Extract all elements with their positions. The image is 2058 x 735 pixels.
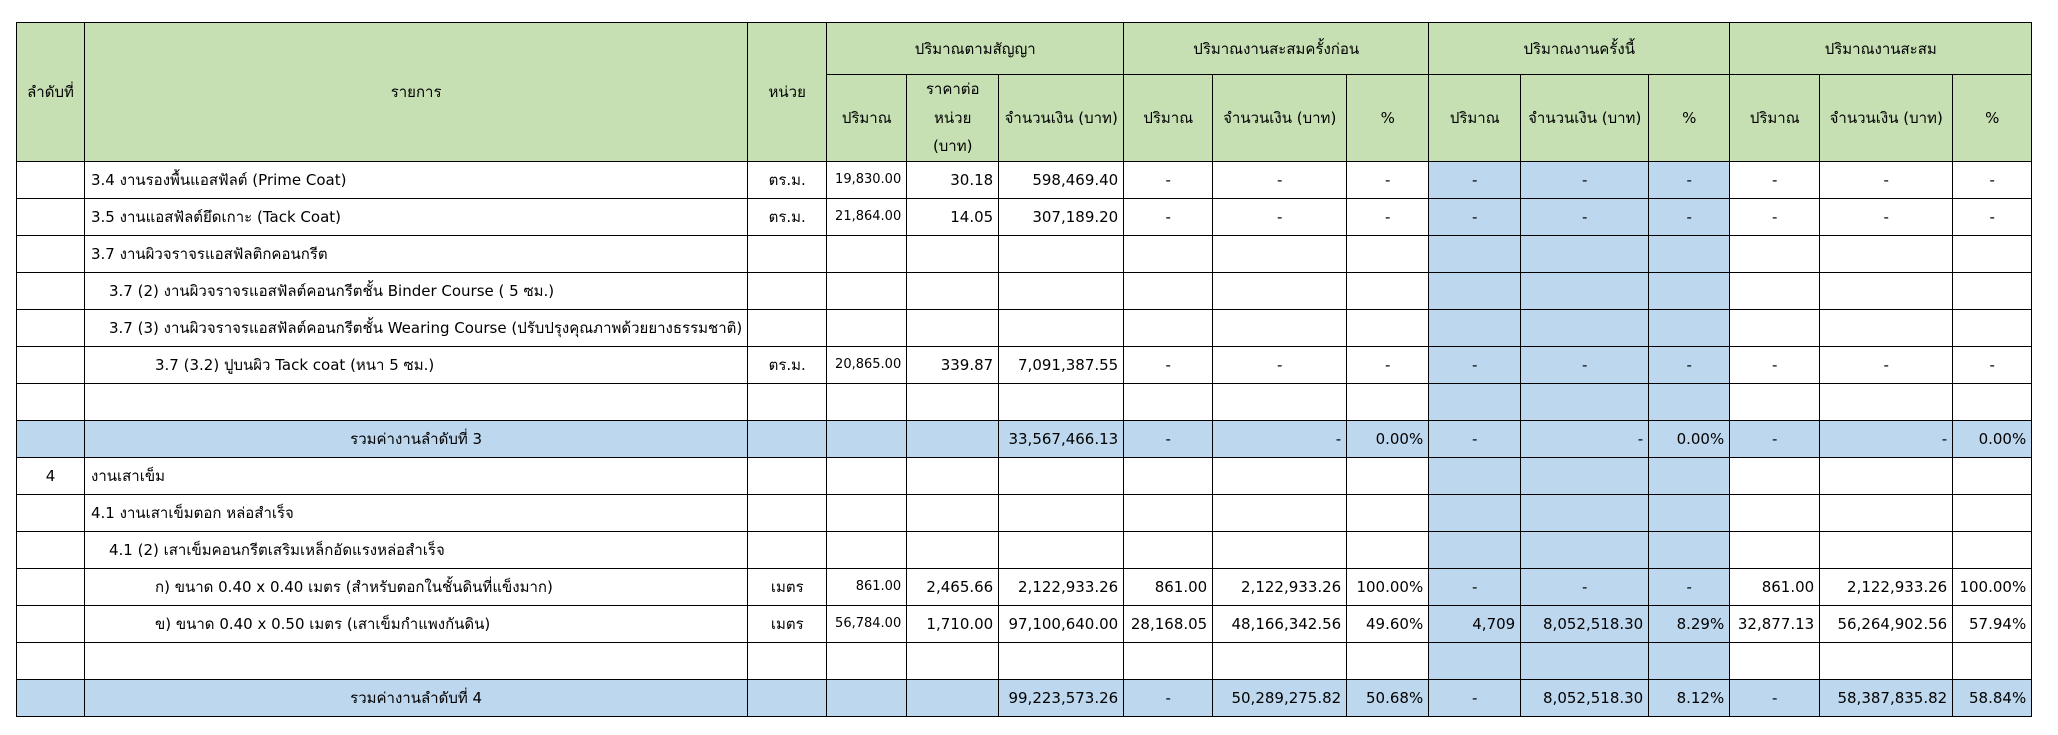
- cell-cumulative-percent: [1953, 494, 2032, 531]
- cell-contract-qty: 21,864.00: [827, 198, 907, 235]
- cell-item: 3.7 งานผิวจราจรแอสฟัลติกคอนกรีต: [85, 235, 748, 272]
- cell-contract-amount: 307,189.20: [999, 198, 1124, 235]
- cell-cumulative-qty: 861.00: [1730, 568, 1820, 605]
- cell-cumulative-amount: -: [1820, 198, 1953, 235]
- table-row: [17, 568, 2032, 605]
- cell-contract-amount: 2,122,933.26: [999, 568, 1124, 605]
- cell-current-amount: [1521, 383, 1649, 420]
- cell-cumulative-percent: 57.94%: [1953, 605, 2032, 642]
- cell-no: 4: [17, 457, 85, 494]
- cell-current-percent: [1649, 272, 1730, 309]
- cell-previous-amount: 2,122,933.26: [1213, 568, 1347, 605]
- cell-no: [17, 161, 85, 198]
- cell-cumulative-qty: [1730, 642, 1820, 679]
- cell-previous-percent: 49.60%: [1347, 605, 1429, 642]
- cell-no: [17, 420, 85, 457]
- cell-cumulative-percent: [1953, 383, 2032, 420]
- total-row: [17, 420, 2032, 457]
- cell-previous-percent: [1347, 383, 1429, 420]
- cell-cumulative-percent: 58.84%: [1953, 679, 2032, 716]
- header-contract-amount: จำนวนเงิน (บาท): [999, 75, 1124, 162]
- cell-current-amount: -: [1521, 198, 1649, 235]
- cell-no: [17, 568, 85, 605]
- cell-cumulative-amount: [1820, 309, 1953, 346]
- header-cumulative-qty: ปริมาณ: [1730, 75, 1820, 162]
- cell-contract-unit-price: [907, 235, 999, 272]
- cell-contract-unit-price: [907, 420, 999, 457]
- cell-cumulative-percent: 0.00%: [1953, 420, 2032, 457]
- cell-current-amount: [1521, 272, 1649, 309]
- cell-previous-qty: [1124, 235, 1213, 272]
- cell-previous-qty: -: [1124, 346, 1213, 383]
- cell-cumulative-percent: [1953, 531, 2032, 568]
- cell-current-amount: -: [1521, 346, 1649, 383]
- cell-unit: [748, 494, 827, 531]
- cell-current-amount: [1521, 494, 1649, 531]
- cell-no: [17, 309, 85, 346]
- cell-contract-amount: [999, 383, 1124, 420]
- cell-unit: [748, 531, 827, 568]
- cell-current-qty: -: [1429, 420, 1521, 457]
- cell-previous-percent: -: [1347, 198, 1429, 235]
- cell-previous-qty: 861.00: [1124, 568, 1213, 605]
- table-row: [17, 531, 2032, 568]
- cell-cumulative-amount: [1820, 383, 1953, 420]
- header-contract-qty: ปริมาณ: [827, 75, 907, 162]
- cell-unit: [748, 642, 827, 679]
- cell-unit: ตร.ม.: [748, 161, 827, 198]
- table-row: [17, 457, 2032, 494]
- cell-current-qty: -: [1429, 568, 1521, 605]
- cell-previous-qty: -: [1124, 161, 1213, 198]
- cell-no: [17, 346, 85, 383]
- header-no: ลำดับที่: [17, 23, 85, 162]
- cell-item: 3.7 (3.2) ปูบนผิว Tack coat (หนา 5 ซม.): [85, 346, 748, 383]
- table-row: [17, 642, 2032, 679]
- cell-cumulative-amount: 58,387,835.82: [1820, 679, 1953, 716]
- cell-contract-unit-price: 1,710.00: [907, 605, 999, 642]
- cell-contract-qty: 861.00: [827, 568, 907, 605]
- cell-contract-unit-price: 2,465.66: [907, 568, 999, 605]
- cell-unit: [748, 420, 827, 457]
- cell-cumulative-percent: 100.00%: [1953, 568, 2032, 605]
- cell-no: [17, 235, 85, 272]
- cell-item: 4.1 งานเสาเข็มตอก หล่อสำเร็จ: [85, 494, 748, 531]
- cell-previous-percent: [1347, 457, 1429, 494]
- cell-current-percent: 8.12%: [1649, 679, 1730, 716]
- cell-previous-qty: -: [1124, 679, 1213, 716]
- cell-cumulative-qty: [1730, 494, 1820, 531]
- cell-unit: [748, 383, 827, 420]
- cell-contract-unit-price: [907, 457, 999, 494]
- cell-current-qty: -: [1429, 679, 1521, 716]
- cell-cumulative-qty: [1730, 383, 1820, 420]
- cell-contract-amount: [999, 642, 1124, 679]
- cell-current-qty: -: [1429, 161, 1521, 198]
- cell-contract-unit-price: [907, 531, 999, 568]
- table-row: [17, 309, 2032, 346]
- cell-cumulative-amount: [1820, 642, 1953, 679]
- cell-current-amount: 8,052,518.30: [1521, 679, 1649, 716]
- cell-item: 3.7 (2) งานผิวจราจรแอสฟัลต์คอนกรีตชั้น Binder Course ( 5 ซม.): [85, 272, 748, 309]
- cell-current-amount: [1521, 531, 1649, 568]
- cell-contract-amount: 7,091,387.55: [999, 346, 1124, 383]
- cell-previous-qty: [1124, 383, 1213, 420]
- cell-contract-unit-price: 14.05: [907, 198, 999, 235]
- cell-current-percent: [1649, 383, 1730, 420]
- cell-current-amount: -: [1521, 161, 1649, 198]
- cell-contract-qty: 56,784.00: [827, 605, 907, 642]
- cell-previous-amount: 50,289,275.82: [1213, 679, 1347, 716]
- header-current-percent: %: [1649, 75, 1730, 162]
- cell-cumulative-amount: -: [1820, 346, 1953, 383]
- cell-current-amount: -: [1521, 568, 1649, 605]
- cell-cumulative-amount: [1820, 531, 1953, 568]
- cell-item: [85, 642, 748, 679]
- cell-no: [17, 531, 85, 568]
- cell-current-percent: [1649, 309, 1730, 346]
- cell-previous-amount: [1213, 531, 1347, 568]
- table-row: [17, 235, 2032, 272]
- cell-contract-amount: [999, 309, 1124, 346]
- cell-previous-amount: [1213, 457, 1347, 494]
- cell-cumulative-percent: [1953, 457, 2032, 494]
- cell-cumulative-qty: [1730, 309, 1820, 346]
- cell-item: ก) ขนาด 0.40 x 0.40 เมตร (สำหรับตอกในชั้นดินที่แข็งมาก): [85, 568, 748, 605]
- cell-previous-percent: [1347, 309, 1429, 346]
- cell-item: 3.7 (3) งานผิวจราจรแอสฟัลต์คอนกรีตชั้น Wearing Course (ปรับปรุงคุณภาพด้วยยางธรรมชาติ): [85, 309, 748, 346]
- cell-current-percent: [1649, 457, 1730, 494]
- cell-cumulative-qty: [1730, 272, 1820, 309]
- cell-current-percent: 8.29%: [1649, 605, 1730, 642]
- cell-current-amount: [1521, 642, 1649, 679]
- cell-previous-qty: -: [1124, 198, 1213, 235]
- header-cumulative: ปริมาณงานสะสม: [1730, 23, 2032, 75]
- cell-current-amount: [1521, 309, 1649, 346]
- cell-contract-qty: [827, 235, 907, 272]
- cell-no: [17, 494, 85, 531]
- cell-item: รวมค่างานลำดับที่ 3: [85, 420, 748, 457]
- cell-current-qty: -: [1429, 198, 1521, 235]
- cell-cumulative-amount: [1820, 457, 1953, 494]
- cell-current-qty: [1429, 272, 1521, 309]
- cell-contract-qty: [827, 383, 907, 420]
- cell-unit: ตร.ม.: [748, 346, 827, 383]
- cell-previous-amount: [1213, 235, 1347, 272]
- cell-current-qty: [1429, 457, 1521, 494]
- cell-cumulative-qty: -: [1730, 346, 1820, 383]
- cell-previous-amount: -: [1213, 346, 1347, 383]
- cell-unit: เมตร: [748, 605, 827, 642]
- cell-previous-qty: [1124, 642, 1213, 679]
- cell-contract-amount: [999, 531, 1124, 568]
- cell-contract-unit-price: 339.87: [907, 346, 999, 383]
- cell-cumulative-qty: -: [1730, 420, 1820, 457]
- cell-cumulative-amount: -: [1820, 161, 1953, 198]
- cell-previous-percent: -: [1347, 161, 1429, 198]
- cell-contract-amount: [999, 494, 1124, 531]
- cell-current-percent: 0.00%: [1649, 420, 1730, 457]
- cell-no: [17, 679, 85, 716]
- cell-unit: [748, 272, 827, 309]
- cell-contract-amount: 97,100,640.00: [999, 605, 1124, 642]
- cell-current-qty: [1429, 309, 1521, 346]
- cell-unit: [748, 235, 827, 272]
- cell-cumulative-qty: [1730, 235, 1820, 272]
- total-row: [17, 679, 2032, 716]
- cell-previous-percent: -: [1347, 346, 1429, 383]
- cell-contract-qty: 20,865.00: [827, 346, 907, 383]
- cell-current-qty: [1429, 494, 1521, 531]
- cell-current-percent: [1649, 235, 1730, 272]
- cell-item: รวมค่างานลำดับที่ 4: [85, 679, 748, 716]
- cell-contract-qty: [827, 679, 907, 716]
- header-previous-qty: ปริมาณ: [1124, 75, 1213, 162]
- cell-cumulative-amount: [1820, 272, 1953, 309]
- cell-cumulative-qty: -: [1730, 198, 1820, 235]
- cell-unit: [748, 679, 827, 716]
- cell-current-qty: 4,709: [1429, 605, 1521, 642]
- cell-current-percent: [1649, 531, 1730, 568]
- cell-previous-percent: 0.00%: [1347, 420, 1429, 457]
- header-cumulative-percent: %: [1953, 75, 2032, 162]
- cell-current-percent: [1649, 642, 1730, 679]
- cell-current-percent: -: [1649, 346, 1730, 383]
- cell-contract-unit-price: [907, 383, 999, 420]
- cell-unit: เมตร: [748, 568, 827, 605]
- header-previous: ปริมาณงานสะสมครั้งก่อน: [1124, 23, 1429, 75]
- header-unit: หน่วย: [748, 23, 827, 162]
- cell-current-percent: [1649, 494, 1730, 531]
- cell-contract-amount: [999, 457, 1124, 494]
- table-row: [17, 161, 2032, 198]
- cell-current-percent: -: [1649, 198, 1730, 235]
- cell-unit: ตร.ม.: [748, 198, 827, 235]
- cell-item: งานเสาเข็ม: [85, 457, 748, 494]
- cell-contract-unit-price: [907, 272, 999, 309]
- table-row: [17, 383, 2032, 420]
- cell-previous-percent: 50.68%: [1347, 679, 1429, 716]
- cell-unit: [748, 309, 827, 346]
- cell-contract-amount: 33,567,466.13: [999, 420, 1124, 457]
- cell-previous-percent: [1347, 494, 1429, 531]
- cell-previous-percent: [1347, 272, 1429, 309]
- cell-previous-amount: [1213, 642, 1347, 679]
- header-previous-amount: จำนวนเงิน (บาท): [1213, 75, 1347, 162]
- cell-contract-qty: [827, 272, 907, 309]
- table-row: [17, 605, 2032, 642]
- header-contract: ปริมาณตามสัญญา: [827, 23, 1124, 75]
- header-cumulative-amount: จำนวนเงิน (บาท): [1820, 75, 1953, 162]
- cell-cumulative-qty: -: [1730, 679, 1820, 716]
- cell-contract-qty: 19,830.00: [827, 161, 907, 198]
- cell-cumulative-percent: [1953, 642, 2032, 679]
- cell-previous-amount: -: [1213, 420, 1347, 457]
- cell-current-qty: [1429, 642, 1521, 679]
- cell-cumulative-percent: [1953, 272, 2032, 309]
- cell-previous-qty: 28,168.05: [1124, 605, 1213, 642]
- cell-cumulative-percent: [1953, 235, 2032, 272]
- cell-current-qty: -: [1429, 346, 1521, 383]
- cell-cumulative-qty: [1730, 531, 1820, 568]
- cell-previous-qty: [1124, 494, 1213, 531]
- cell-cumulative-amount: 56,264,902.56: [1820, 605, 1953, 642]
- table-row: [17, 272, 2032, 309]
- cell-contract-unit-price: [907, 494, 999, 531]
- cell-item: [85, 383, 748, 420]
- cell-previous-qty: [1124, 531, 1213, 568]
- cell-item: 3.4 งานรองพื้นแอสฟัลต์ (Prime Coat): [85, 161, 748, 198]
- cell-previous-percent: [1347, 235, 1429, 272]
- table-body: [17, 161, 2032, 716]
- cell-contract-qty: [827, 642, 907, 679]
- cell-current-amount: 8,052,518.30: [1521, 605, 1649, 642]
- cell-no: [17, 642, 85, 679]
- cell-item: 4.1 (2) เสาเข็มคอนกรีตเสริมเหล็กอัดแรงหล่อสำเร็จ: [85, 531, 748, 568]
- cell-item: ข) ขนาด 0.40 x 0.50 เมตร (เสาเข็มกำแพงกันดิน): [85, 605, 748, 642]
- cell-current-qty: [1429, 383, 1521, 420]
- cell-cumulative-amount: [1820, 494, 1953, 531]
- cell-contract-qty: [827, 531, 907, 568]
- table-row: [17, 494, 2032, 531]
- cell-cumulative-qty: 32,877.13: [1730, 605, 1820, 642]
- cell-contract-qty: [827, 457, 907, 494]
- cell-contract-amount: [999, 235, 1124, 272]
- cell-previous-qty: [1124, 457, 1213, 494]
- cell-current-percent: -: [1649, 161, 1730, 198]
- cell-previous-amount: 48,166,342.56: [1213, 605, 1347, 642]
- table-row: [17, 198, 2032, 235]
- cell-no: [17, 198, 85, 235]
- cell-cumulative-percent: [1953, 309, 2032, 346]
- cell-no: [17, 605, 85, 642]
- cell-cumulative-qty: [1730, 457, 1820, 494]
- cell-previous-percent: [1347, 642, 1429, 679]
- header-previous-percent: %: [1347, 75, 1429, 162]
- cell-cumulative-percent: -: [1953, 346, 2032, 383]
- cell-contract-qty: [827, 494, 907, 531]
- header-contract-unit-price: ราคาต่อหน่วย (บาท): [907, 75, 999, 162]
- cell-previous-amount: -: [1213, 198, 1347, 235]
- cell-current-qty: [1429, 235, 1521, 272]
- cell-contract-unit-price: [907, 642, 999, 679]
- cell-previous-percent: 100.00%: [1347, 568, 1429, 605]
- cell-cumulative-qty: -: [1730, 161, 1820, 198]
- cell-no: [17, 272, 85, 309]
- cell-contract-amount: [999, 272, 1124, 309]
- cell-contract-unit-price: [907, 309, 999, 346]
- cell-previous-amount: [1213, 383, 1347, 420]
- cell-previous-amount: [1213, 494, 1347, 531]
- cell-current-amount: [1521, 235, 1649, 272]
- header-current: ปริมาณงานครั้งนี้: [1429, 23, 1730, 75]
- header-item: รายการ: [85, 23, 748, 162]
- cell-contract-unit-price: [907, 679, 999, 716]
- cell-current-percent: -: [1649, 568, 1730, 605]
- cell-previous-amount: [1213, 309, 1347, 346]
- header-current-amount: จำนวนเงิน (บาท): [1521, 75, 1649, 162]
- header-current-qty: ปริมาณ: [1429, 75, 1521, 162]
- cell-cumulative-amount: 2,122,933.26: [1820, 568, 1953, 605]
- cell-previous-qty: [1124, 272, 1213, 309]
- cell-cumulative-percent: -: [1953, 161, 2032, 198]
- cell-previous-amount: [1213, 272, 1347, 309]
- cell-previous-qty: [1124, 309, 1213, 346]
- cell-previous-qty: -: [1124, 420, 1213, 457]
- cell-current-amount: [1521, 457, 1649, 494]
- cell-current-amount: -: [1521, 420, 1649, 457]
- cell-contract-qty: [827, 420, 907, 457]
- cell-contract-amount: 598,469.40: [999, 161, 1124, 198]
- cell-previous-amount: -: [1213, 161, 1347, 198]
- cell-contract-unit-price: 30.18: [907, 161, 999, 198]
- cell-cumulative-amount: -: [1820, 420, 1953, 457]
- progress-table: [16, 22, 2032, 717]
- cell-no: [17, 383, 85, 420]
- cell-unit: [748, 457, 827, 494]
- table-row: [17, 346, 2032, 383]
- cell-cumulative-percent: -: [1953, 198, 2032, 235]
- cell-contract-qty: [827, 309, 907, 346]
- cell-previous-percent: [1347, 531, 1429, 568]
- cell-contract-amount: 99,223,573.26: [999, 679, 1124, 716]
- cell-current-qty: [1429, 531, 1521, 568]
- cell-cumulative-amount: [1820, 235, 1953, 272]
- cell-item: 3.5 งานแอสฟัลต์ยึดเกาะ (Tack Coat): [85, 198, 748, 235]
